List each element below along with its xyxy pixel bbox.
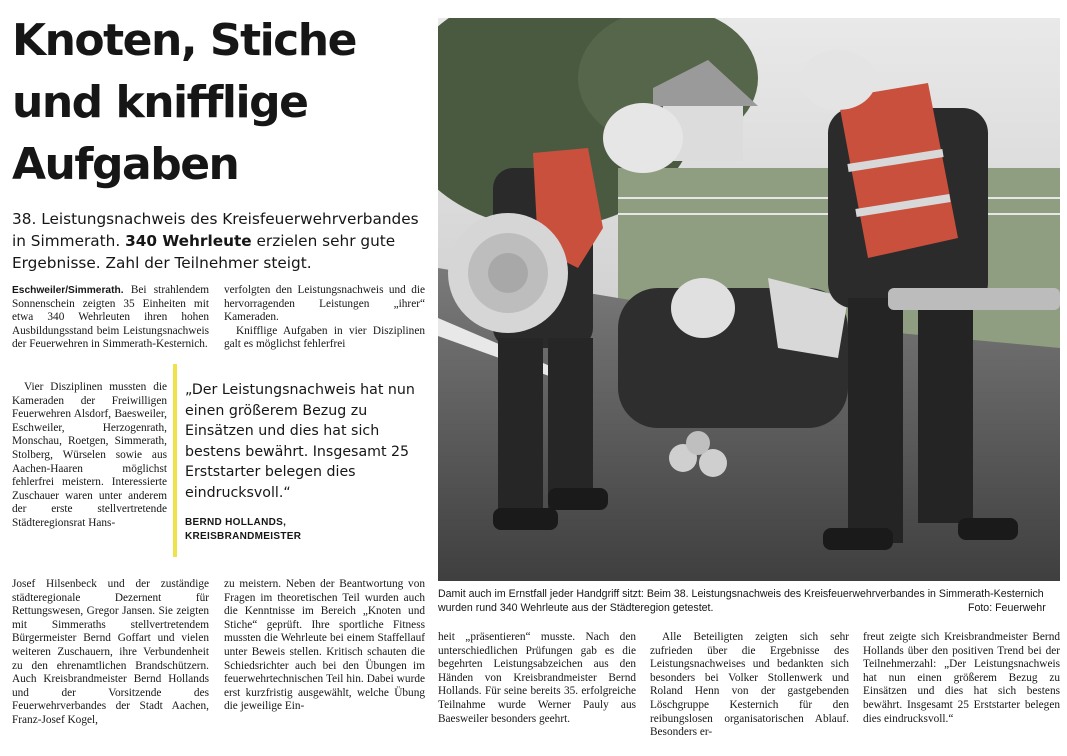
column-1-top (12, 284, 209, 352)
dateline: Eschweiler/Simmerath. (12, 285, 124, 296)
column-3 (438, 631, 636, 726)
paragraph-text: freut zeigte sich Kreisbrandmeister Bernd Hollands über den positiven Trend bei der Teilnehmerzahl: „Der Leistungsnachweis hat nun einen größerem Bezug zu Einsätzen und dies hat sich bestens bewährt. Insgesamt 25 Erststarter belegen dies eindrucksvoll.“ (863, 631, 1060, 725)
firefighters-photo (438, 18, 1060, 581)
author-name: BERND HOLLANDS, (185, 517, 287, 528)
paragraph-text: verfolgten den Leistungsnachweis und die hervorragenden Leistungen „ihrer“ Kameraden. (224, 284, 425, 324)
pull-quote (173, 364, 428, 560)
column-2-bottom (224, 578, 425, 714)
paragraph-text: Bei strahlendem Sonnenschein zeigten 35 Einheiten mit etwa 340 Wehrleuten ihren hohen Ausbildungsstand beim Leistungsnachweis der Feuerwehren in Simmerath-Kesternich. (12, 284, 209, 351)
paragraph-text: Josef Hilsenbeck und der zuständige städteregionale Dezernent für Rettungswesen, Gregor Jansen. Sie zeigten mit Simmeraths stellvertretendem Bürgermeister Bernd Goffart und vielen weiteren Zuschauern, ihre Verbundenheit zu den ehrenamtlichen Brandschützern. Auch Kreisbrandmeister Bernd Hollands und der Vorsitzende des Feuerwehrverbandes der Stadt Aachen, Franz-Josef Kogel, (12, 578, 209, 726)
subhead-part1: 38. Leistungsnachweis des Kreisfeuerwehrverbandes in Simmerath. (12, 210, 419, 250)
subhead-bold: 340 Wehrleute (125, 232, 252, 250)
author-title: KREISBRANDMEISTER (185, 531, 302, 542)
subheadline (12, 208, 432, 274)
photo-credit: Foto: Feuerwehr (968, 602, 1046, 614)
paragraph-text: Knifflige Aufgaben in vier Disziplinen galt es möglichst fehlerfrei (224, 324, 425, 351)
photo-caption: Damit auch im Ernstfall jeder Handgriff sitzt: Beim 38. Leistungsnachweis des Kreisfeuerwehrverbandes in Simmerath-Kesternich wurden rund 340 Wehrleute aus der Städteregion getestet. (438, 588, 1044, 614)
headline: Knoten, Stiche und knifflige Aufgaben (12, 15, 356, 190)
paragraph (12, 284, 209, 352)
paragraph-text: Alle Beteiligten zeigten sich sehr zufrieden über die Ergebnisse des Leistungsnachweises und bedankten sich besonders bei Volker Stollenwerk und Roland Henn von der gastgebenden Löschgruppe Kesternich für den reibungslosen organisatorischen Ablauf. Besonders er- (650, 631, 849, 739)
column-2-top (224, 284, 425, 352)
pull-quote-author (185, 516, 425, 544)
paragraph-text: Vier Disziplinen mussten die Kameraden der Freiwilligen Feuerwehren Alsdorf, Baesweiler, Eschweiler, Herzogenrath, Monschau, Roetgen, Simmerath, Stolberg, Würselen sowie aus Aachen-Haaren möglichst fehlerfrei meistern. Interessierte Zuschauer waren unter anderem der erste stellvertretende Städteregionsrat Hans- (12, 381, 167, 529)
column-4 (650, 631, 849, 740)
column-1-narrow (12, 381, 167, 531)
column-1-bottom (12, 578, 209, 728)
article-photo (438, 18, 1060, 581)
paragraph-text: zu meistern. Neben der Beantwortung von Fragen im theoretischen Teil wurden auch die Kenntnisse im Bereich „Knoten und Stiche“ geprüft. Ihre sportliche Fitness mussten die Wehrleute bei einem Staffellauf unter Beweis stellen. Kritisch schauten die Schiedsrichter auch bei den Übungen im feuerwehrtechnischen Teil hin. Dabei wurde erst kurzfristig ausgewählt, welche Übung die jeweilige Ein- (224, 578, 425, 713)
column-5 (863, 631, 1060, 726)
quote-accent-bar (173, 364, 177, 557)
paragraph-text: heit „präsentieren“ musste. Nach den unterschiedlichen Prüfungen gab es die begehrten Leistungsabzeichen aus den Händen von Kreisbrandmeister Bernd Hollands. Für seine bereits 35. erfolgreiche Teilnahme wurde Werner Pauly aus Baesweiler besonders geehrt. (438, 631, 636, 725)
subhead-part2: erzielen sehr gute Ergebnisse. Zahl der Teilnehmer steigt. (12, 232, 396, 272)
pull-quote-text: „Der Leistungsnachweis hat nun einen größerem Bezug zu Einsätzen und dies hat sich bestens bewährt. Insgesamt 25 Erststarter belegen dies eindrucksvoll.“ (185, 382, 415, 501)
